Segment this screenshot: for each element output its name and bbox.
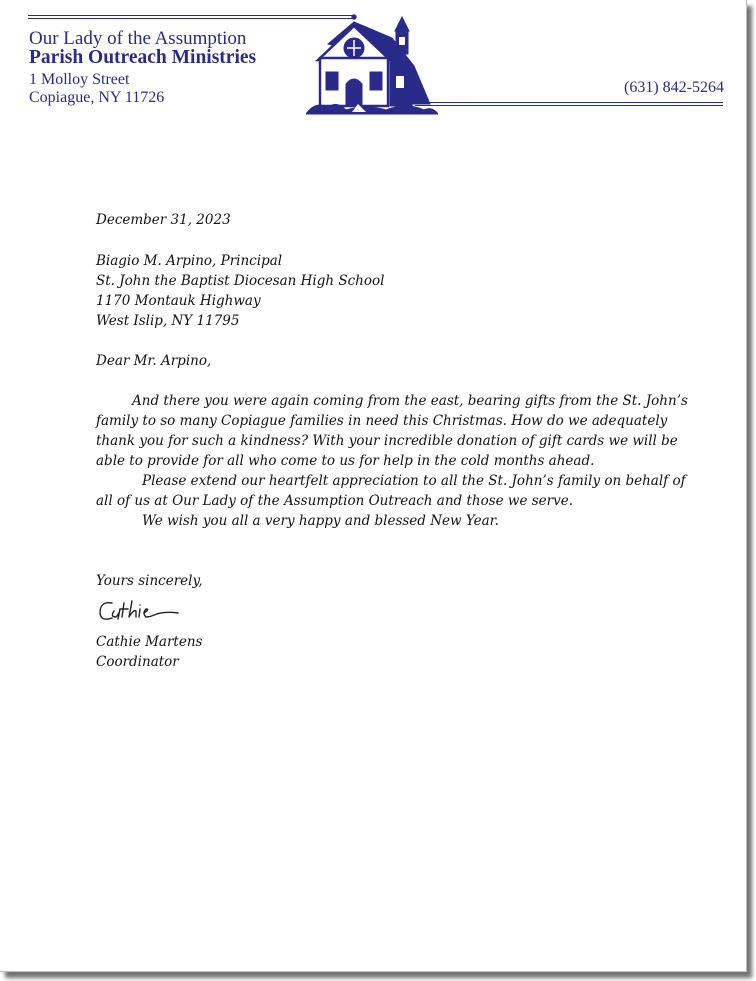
letterhead bbox=[0, 0, 746, 120]
org-name: Our Lady of the Assumption bbox=[29, 28, 247, 49]
body-line: family to so many Copiague families in need this Christmas. How do we adequately bbox=[96, 413, 668, 429]
recipient-line: Biagio M. Arpino, Principal bbox=[96, 253, 283, 269]
body-line: Please extend our heartfelt appreciation to all the St. John’s family on behalf of bbox=[142, 473, 686, 489]
body-line: thank you for such a kindness? With your incredible donation of gift cards we will be bbox=[96, 433, 678, 449]
signer-name: Cathie Martens bbox=[96, 634, 203, 650]
closing: Yours sincerely, bbox=[96, 573, 203, 589]
org-city: Copiague, NY 11726 bbox=[29, 89, 165, 106]
org-phone: (631) 842-5264 bbox=[624, 79, 724, 96]
signer-title: Coordinator bbox=[96, 654, 179, 670]
org-street: 1 Molloy Street bbox=[29, 71, 130, 88]
body-line: able to provide for all who come to us for help in the cold months ahead. bbox=[96, 453, 595, 469]
body-line: We wish you all a very happy and blessed New Year. bbox=[142, 513, 499, 529]
church-icon bbox=[306, 14, 438, 118]
signature bbox=[94, 595, 184, 627]
salutation: Dear Mr. Arpino, bbox=[96, 353, 212, 369]
letter-date: December 31, 2023 bbox=[96, 212, 231, 228]
body-line: And there you were again coming from the east, bearing gifts from the St. John’s bbox=[132, 393, 688, 409]
header-rule-bottom-1 bbox=[415, 102, 723, 103]
body-line: all of us at Our Lady of the Assumption Outreach and those we serve. bbox=[96, 493, 574, 509]
recipient-line: St. John the Baptist Diocesan High School bbox=[96, 273, 385, 289]
org-ministry: Parish Outreach Ministries bbox=[29, 47, 257, 68]
header-rule-bottom-2 bbox=[415, 105, 723, 106]
recipient-line: West Islip, NY 11795 bbox=[96, 313, 240, 329]
recipient-line: 1170 Montauk Highway bbox=[96, 293, 261, 309]
